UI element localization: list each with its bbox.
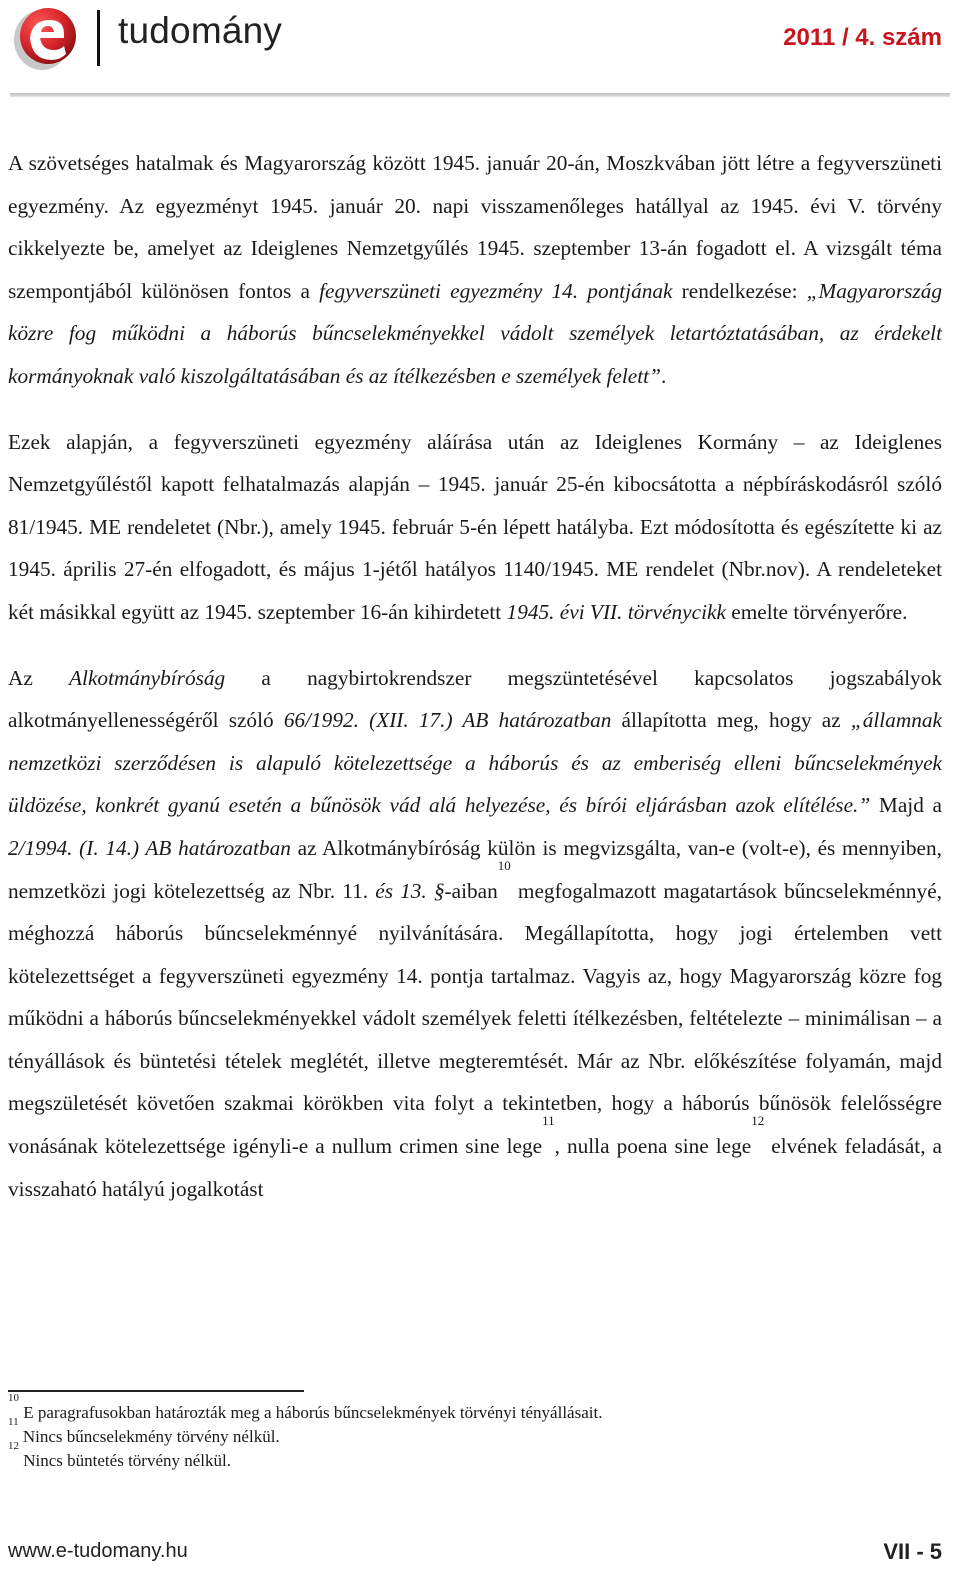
footnote-10: $^{10}$ E paragrafusokban határozták meg a háborús bűncselekmények törvényi tényállásait. bbox=[8, 1392, 603, 1422]
header-rule bbox=[10, 93, 950, 97]
footnote-11: $^{11}$ Nincs bűncselekmény törvény nélkül. bbox=[8, 1416, 280, 1446]
paragraph-constitutional-court: Az Alkotmánybíróság a nagybirtokrendszer megszüntetésével kapcsolatos jogszabályok alkotmányellenességéről szóló 66/1992. (XII. 17.) AB határozatban állapította meg, hogy az „államnak nemzetközi szerződésen is alapuló kötelezettsége a háborús és az emberiség elleni bűncselekmények üldözése, konkrét gyanú esetén a bűnösök vád alá helyezése, és bírói eljárásban azok elítélése.” Majd a 2/1994. (I. 14.) AB határozatban az Alkotmánybíróság külön is megvizsgálta, van-e (volt-e), és mennyiben, nemzetközi jogi kötelezettség az Nbr. 11. és 13. §-aiban$^{10}$ megfogalmazott magatartások bűncselekménnyé, méghozzá háborús bűncselekménnyé nyilvánítására. Megállapította, hogy jogi értelemben vett kötelezettséget a fegyverszüneti egyezmény 14. pontja tartalmaz. Vagyis az, hogy Magyarország közre fog működni a háborús bűncselekményekkel vádolt személyek feletti ítélkezésben, feltételezte – minimálisan – a tényállások és büntetési tételek meglétét, illetve megteremtését. Már az Nbr. előkészítése folyamán, majd megszületését követően szakmai körökben vita folyt a tekintetben, hogy a háborús bűnösök felelősségre vonásának kötelezettsége igényli-e a nullum crimen sine lege$^{11}$, nulla poena sine lege$^{12}$ elvének feladását, a visszaható hatályú jogalkotást bbox=[8, 665, 942, 1201]
footnote-ref-11[interactable]: 11 bbox=[542, 1113, 555, 1129]
footnote-separator bbox=[8, 1390, 304, 1392]
page-header bbox=[0, 0, 960, 100]
page-number: VII - 5 bbox=[883, 1539, 942, 1564]
paragraph-armistice: A szövetséges hatalmak és Magyarország között 1945. január 20-án, Moszkvában jött létre a fegyverszüneti egyezmény. Az egyezményt 1945. január 20. napi visszamenőleges hatállyal az 1945. évi V. törvény cikkelyezte be, amelyet az Ideiglenes Nemzetgyűlés 1945. szeptember 13-án fogadott el. A vizsgált téma szempontjából különösen fontos a fegyverszüneti egyezmény 14. pontjának rendelkezése: „Magyarország közre fog működni a háborús bűncselekményekkel vádolt személyek letartóztatásában, az érdekelt kormányoknak való kiszolgáltatásában és az ítélkezésben e személyek felett”. bbox=[8, 151, 942, 388]
brand-name: tudomány bbox=[118, 10, 283, 51]
issue-number: 2011 / 4. szám bbox=[783, 24, 942, 51]
footnotes bbox=[8, 1392, 938, 1473]
paragraph-peoples-courts: Ezek alapján, a fegyverszüneti egyezmény aláírása után az Ideiglenes Kormány – az Ideiglenes Nemzetgyűléstől kapott felhatalmazás alapján – 1945. január 25-én kibocsátotta a népbíráskodásról szóló 81/1945. ME rendeletet (Nbr.), amely 1945. február 5-én lépett hatályba. Ezt módosította és egészítette ki az 1945. április 27-én elfogadott, és május 1-jétől hatályos 1140/1945. ME rendelet (Nbr.nov). A rendeleteket két másikkal együtt az 1945. szeptember 16-án kihirdetett 1945. évi VII. törvénycikk emelte törvényerőre. bbox=[8, 429, 942, 624]
header-divider bbox=[97, 10, 100, 66]
footnote-12: $^{12}$ Nincs büntetés törvény nélkül. bbox=[8, 1440, 231, 1470]
footnote-ref-10[interactable]: 10 bbox=[497, 857, 511, 873]
footer-url-link[interactable]: www.e-tudomany.hu bbox=[8, 1540, 188, 1562]
e-tudomany-logo-icon bbox=[12, 4, 80, 72]
footnote-ref-12[interactable]: 12 bbox=[751, 1113, 765, 1129]
article-body bbox=[8, 142, 942, 1233]
